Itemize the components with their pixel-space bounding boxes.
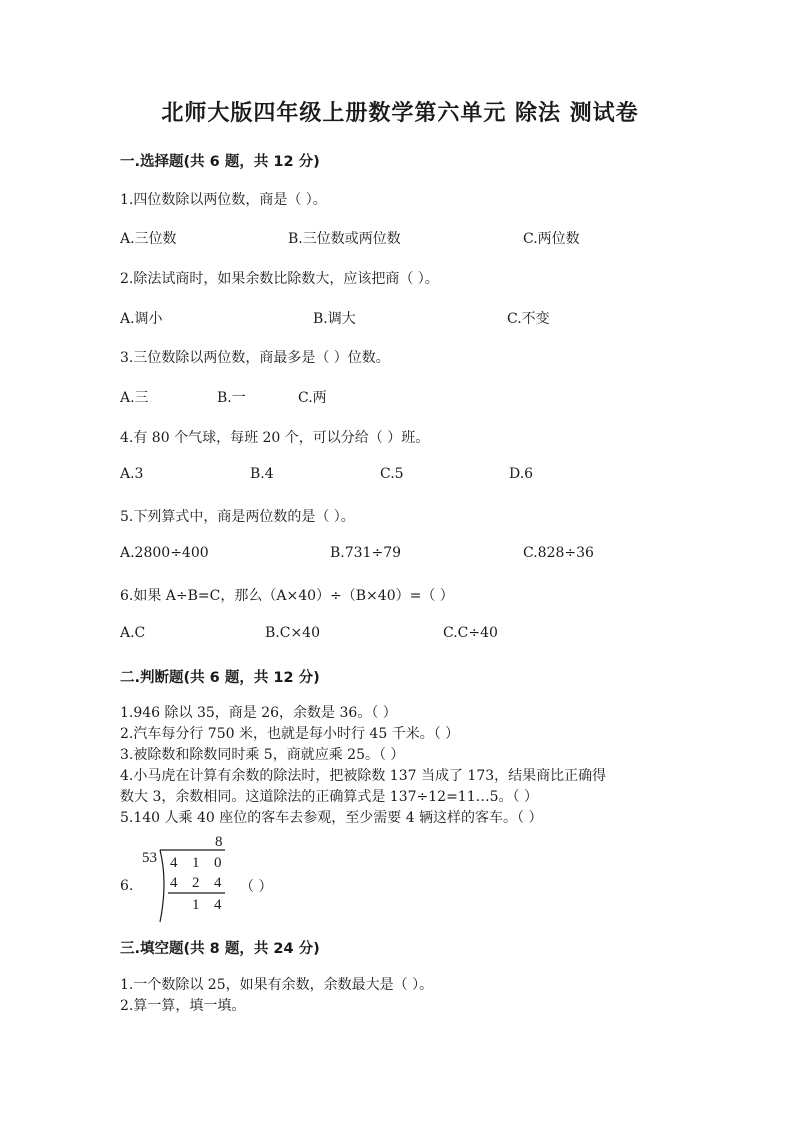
product-digit-3: 4 bbox=[214, 875, 222, 891]
judge-item: 2.汽车每分行 750 米，也就是每小时行 45 千米。（ ） bbox=[120, 726, 460, 742]
option-b: B.三位数或两位数 bbox=[288, 231, 401, 247]
judge-item: 数大 3，余数相同。这道除法的正确算式是 137÷12=11…5。（ ） bbox=[120, 789, 538, 805]
product-digit-2: 2 bbox=[192, 875, 200, 891]
dividend-digit-1: 4 bbox=[170, 855, 178, 871]
option-a: A.2800÷400 bbox=[120, 545, 209, 561]
option-d: D.6 bbox=[509, 466, 534, 482]
section-heading-choice: 一.选择题(共 6 题，共 12 分) bbox=[120, 154, 320, 170]
option-a: A.3 bbox=[120, 466, 144, 482]
option-c: C.828÷36 bbox=[523, 545, 594, 561]
question-text: 6.如果 A÷B=C，那么（A×40）÷（B×40）=（ ） bbox=[120, 588, 454, 604]
division-quotient: 8 bbox=[215, 834, 223, 850]
option-c: C.不变 bbox=[507, 311, 550, 327]
fill-item: 1.一个数除以 25，如果有余数，余数最大是（ ）。 bbox=[120, 977, 434, 993]
remainder-digit-2: 4 bbox=[214, 897, 222, 913]
question-text: 5.下列算式中，商是两位数的是（ ）。 bbox=[120, 509, 355, 525]
option-c: C.C÷40 bbox=[443, 625, 498, 641]
dividend-digit-2: 1 bbox=[192, 855, 200, 871]
option-a: A.三 bbox=[120, 390, 149, 406]
option-b: B.C×40 bbox=[265, 625, 320, 641]
option-c: C.两 bbox=[298, 390, 327, 406]
judge-item-6-label: 6. bbox=[120, 878, 134, 894]
question-text: 3.三位数除以两位数，商最多是（ ）位数。 bbox=[120, 350, 390, 366]
question-text: 4.有 80 个气球，每班 20 个，可以分给（ ）班。 bbox=[120, 430, 430, 446]
division-divisor: 53 bbox=[142, 850, 157, 866]
option-b: B.一 bbox=[217, 390, 246, 406]
fill-item: 2.算一算，填一填。 bbox=[120, 998, 246, 1014]
division-bracket bbox=[160, 850, 164, 922]
option-a: A.C bbox=[120, 625, 146, 641]
judge-item: 3.被除数和除数同时乘 5，商就应乘 25。（ ） bbox=[120, 747, 405, 763]
judge-item-6-blank: （ ） bbox=[240, 879, 273, 895]
section-heading-judge: 二.判断题(共 6 题，共 12 分) bbox=[120, 670, 320, 686]
judge-item: 1.946 除以 35，商是 26，余数是 36。（ ） bbox=[120, 705, 397, 721]
option-b: B.731÷79 bbox=[330, 545, 402, 561]
option-a: A.三位数 bbox=[120, 231, 177, 247]
judge-item: 4.小马虎在计算有余数的除法时，把被除数 137 当成了 173，结果商比正确得 bbox=[120, 768, 607, 784]
option-c: C.两位数 bbox=[523, 231, 580, 247]
option-b: B.4 bbox=[250, 466, 274, 482]
option-c: C.5 bbox=[380, 466, 404, 482]
option-a: A.调小 bbox=[120, 311, 163, 327]
long-division-figure bbox=[120, 832, 320, 922]
product-digit-1: 4 bbox=[170, 875, 178, 891]
question-text: 2.除法试商时，如果余数比除数大，应该把商（ ）。 bbox=[120, 271, 439, 287]
option-b: B.调大 bbox=[313, 311, 356, 327]
page-title: 北师大版四年级上册数学第六单元 除法 测试卷 bbox=[161, 101, 639, 126]
remainder-digit-1: 1 bbox=[192, 897, 200, 913]
judge-item: 5.140 人乘 40 座位的客车去参观，至少需要 4 辆这样的客车。（ ） bbox=[120, 810, 543, 826]
section-heading-fill: 三.填空题(共 8 题，共 24 分) bbox=[120, 941, 320, 957]
question-text: 1.四位数除以两位数，商是（ ）。 bbox=[120, 192, 327, 208]
dividend-digit-3: 0 bbox=[214, 855, 222, 871]
